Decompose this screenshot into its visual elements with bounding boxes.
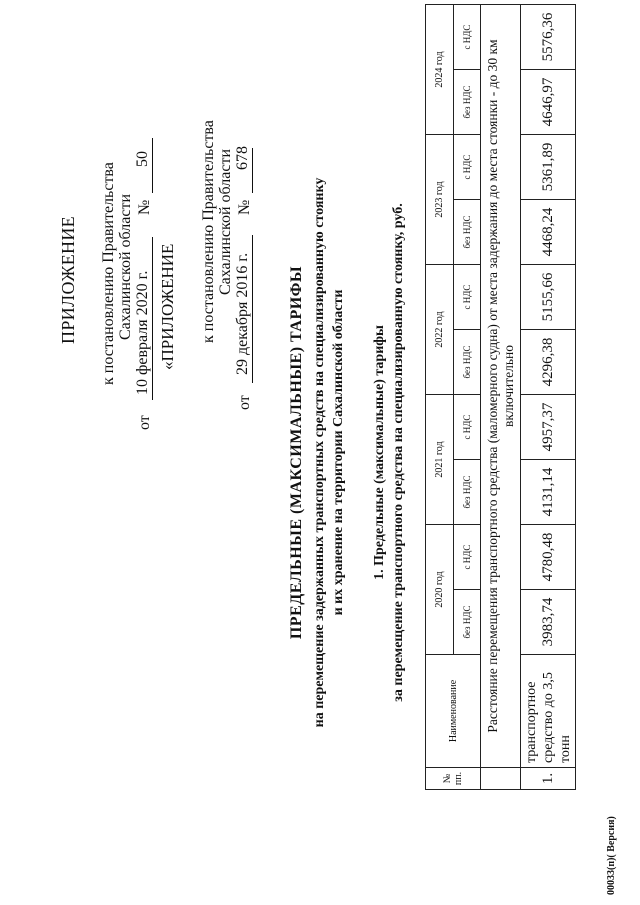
previous-appendix-title: «ПРИЛОЖЕНИЕ — [158, 243, 177, 370]
previous-appendix-number: 678 — [234, 146, 251, 170]
row-number: 1. — [521, 768, 576, 790]
header-without-vat: без НДС — [454, 200, 481, 265]
header-without-vat: без НДС — [454, 330, 481, 395]
header-with-vat: с НДС — [454, 5, 481, 70]
document-subtitle-line1: на перемещение задержанных транспортных средств на специализированную стоянку — [312, 177, 327, 728]
appendix-region: Сахалинской области — [117, 193, 134, 340]
previous-appendix-region: Сахалинской области — [217, 148, 234, 295]
tariff-table — [425, 4, 576, 790]
tariff-value: 4468,24 — [521, 200, 576, 265]
previous-appendix-to-decree: к постановлению Правительства — [200, 120, 217, 343]
previous-appendix-number-underline — [252, 148, 253, 193]
section-title: 1. Предельные (максимальные) тарифы — [372, 325, 387, 580]
appendix-number: 50 — [134, 151, 151, 167]
previous-appendix-from-label: от — [236, 395, 253, 410]
table-row — [521, 5, 576, 790]
header-with-vat: с НДС — [454, 135, 481, 200]
document-footer-code: 00033(п)( Версия) — [606, 816, 617, 895]
header-without-vat: без НДС — [454, 70, 481, 135]
header-with-vat: с НДС — [454, 525, 481, 590]
header-name: Наименование — [426, 655, 481, 768]
tariff-value: 5155,66 — [521, 265, 576, 330]
header-with-vat: с НДС — [454, 395, 481, 460]
tariff-value: 4646,97 — [521, 70, 576, 135]
tariff-value: 4131,14 — [521, 460, 576, 525]
header-year: 2024 год — [426, 5, 454, 135]
appendix-title: ПРИЛОЖЕНИЕ — [58, 216, 78, 344]
appendix-date-underline — [152, 237, 153, 400]
appendix-from-label: от — [136, 415, 153, 430]
tariff-value: 4296,38 — [521, 330, 576, 395]
header-number: № пп. — [426, 768, 481, 790]
previous-appendix-date: 29 декабря 2016 г. — [234, 252, 251, 375]
table-header-row-years — [426, 5, 454, 790]
previous-appendix-number-label: № — [236, 199, 253, 215]
appendix-to-decree: к постановлению Правительства — [100, 162, 117, 385]
row-name: транспортное средство до 3,5 тонн — [521, 655, 576, 768]
previous-appendix-date-underline — [252, 235, 253, 383]
document-title: ПРЕДЕЛЬНЫЕ (МАКСИМАЛЬНЫЕ) ТАРИФЫ — [288, 265, 305, 640]
tariff-value: 3983,74 — [521, 590, 576, 655]
distance-description: Расстояние перемещения транспортного средства (маломерного судна) от места задержания до места стоянки - до 30 км включительно — [481, 5, 521, 768]
tariff-value: 5361,89 — [521, 135, 576, 200]
tariff-value: 4957,37 — [521, 395, 576, 460]
table-distance-row — [481, 5, 521, 790]
tariff-value: 5576,36 — [521, 5, 576, 70]
appendix-number-label: № — [136, 199, 153, 215]
distance-row-spacer — [481, 768, 521, 790]
header-year: 2021 год — [426, 395, 454, 525]
document-subtitle-line2: и их хранение на территории Сахалинской области — [331, 289, 346, 616]
header-without-vat: без НДС — [454, 590, 481, 655]
header-year: 2022 год — [426, 265, 454, 395]
header-with-vat: с НДС — [454, 265, 481, 330]
header-year: 2020 год — [426, 525, 454, 655]
section-subtitle: за перемещение транспортного средства на специализированную стоянку, руб. — [391, 203, 406, 702]
header-without-vat: без НДС — [454, 460, 481, 525]
header-year: 2023 год — [426, 135, 454, 265]
tariff-value: 4780,48 — [521, 525, 576, 590]
appendix-date: 10 февраля 2020 г. — [134, 270, 151, 395]
appendix-number-underline — [152, 138, 153, 193]
